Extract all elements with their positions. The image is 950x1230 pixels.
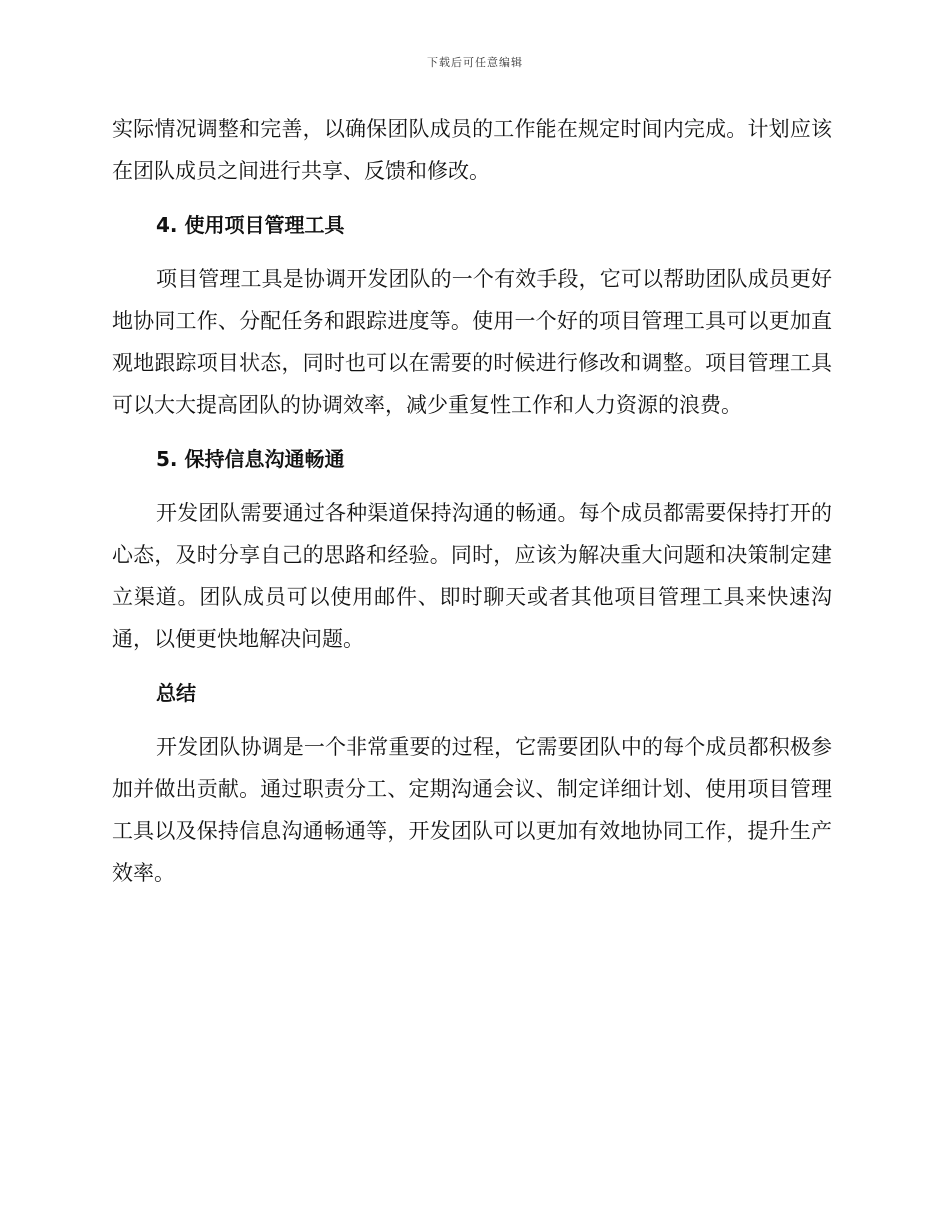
section-heading-5: 5. 保持信息沟通畅通	[156, 447, 345, 471]
header-note: 下载后可任意编辑	[427, 56, 523, 69]
paragraph-section-5: 开发团队需要通过各种渠道保持沟通的畅通。每个成员都需要保持打开的心态，及时分享自己的思路和经验。同时，应该为解决重大问题和决策制定建立渠道。团队成员可以使用邮件、即时聊天或者其他项目管理工具来快速沟通，以便更快地解决问题。	[112, 501, 832, 651]
document-body	[112, 108, 832, 906]
section-heading-4: 4. 使用项目管理工具	[156, 213, 345, 237]
paragraph-continued: 实际情况调整和完善，以确保团队成员的工作能在规定时间内完成。计划应该在团队成员之间进行共享、反馈和修改。	[112, 117, 832, 183]
section-heading-summary: 总结	[156, 681, 196, 705]
paragraph-section-4: 项目管理工具是协调开发团队的一个有效手段，它可以帮助团队成员更好地协同工作、分配任务和跟踪进度等。使用一个好的项目管理工具可以更加直观地跟踪项目状态，同时也可以在需要的时候进行修改和调整。项目管理工具可以大大提高团队的协调效率，减少重复性工作和人力资源的浪费。	[112, 267, 832, 417]
paragraph-summary: 开发团队协调是一个非常重要的过程，它需要团队中的每个成员都积极参加并做出贡献。通过职责分工、定期沟通会议、制定详细计划、使用项目管理工具以及保持信息沟通畅通等，开发团队可以更加有效地协同工作，提升生产效率。	[112, 735, 832, 885]
